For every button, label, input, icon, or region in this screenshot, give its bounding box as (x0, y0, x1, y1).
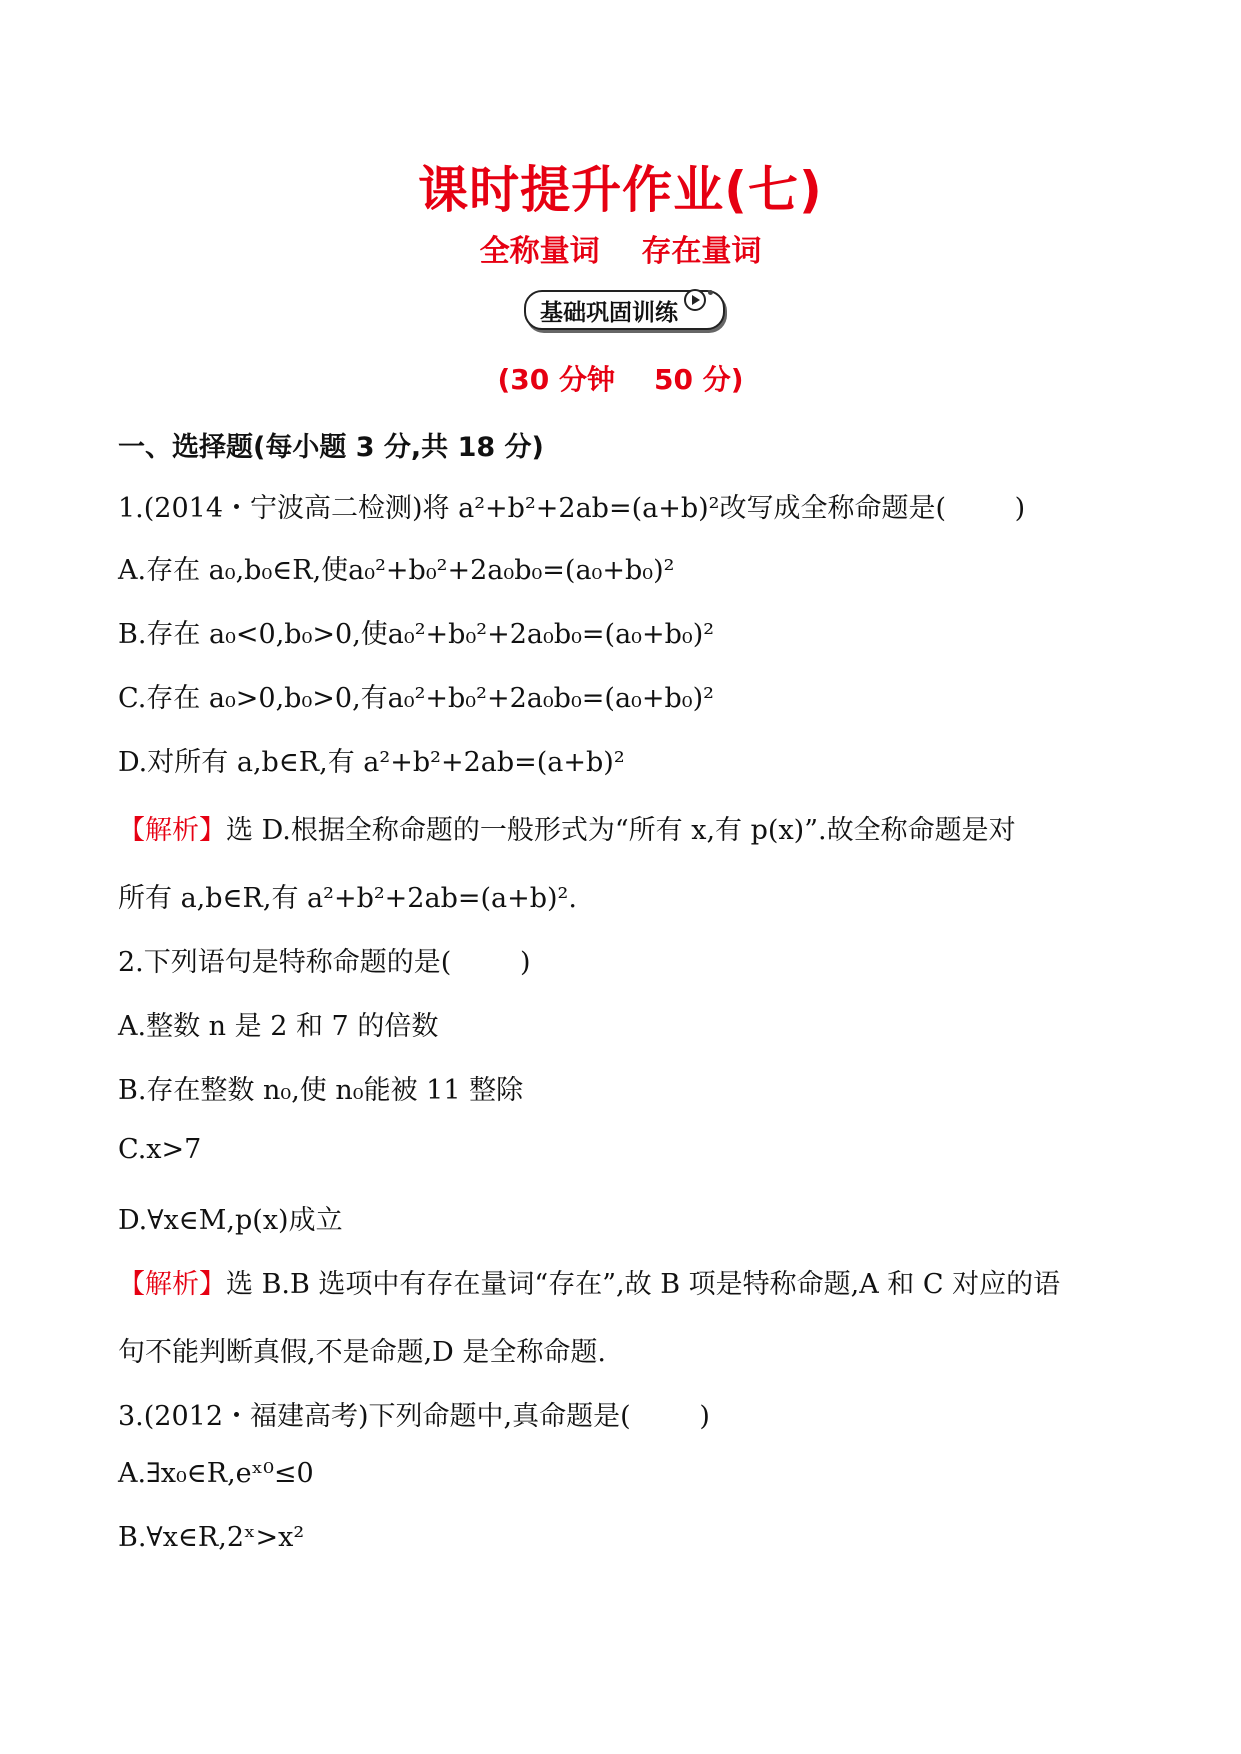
question-2-option-c: C.x>7 (118, 1134, 202, 1165)
question-1-stem: 1.(2014・宁波高二检测)将 a²+b²+2ab=(a+b)²改写成全称命题是( ) (118, 493, 1026, 524)
question-3-option-b: B.∀x∈R,2ˣ>x² (118, 1522, 305, 1553)
question-2-option-d: D.∀x∈M,p(x)成立 (118, 1205, 343, 1236)
question-2-option-b: B.存在整数 n₀,使 n₀能被 11 整除 (118, 1075, 524, 1106)
time-limit: (30 分钟 50 分) (497, 363, 744, 396)
question-2-analysis-cont: 句不能判断真假,不是命题,D 是全称命题. (118, 1337, 606, 1368)
question-3-stem: 3.(2012・福建高考)下列命题中,真命题是( ) (118, 1401, 710, 1432)
question-2-stem: 2.下列语句是特称命题的是( ) (118, 947, 531, 978)
analysis-text: 选 B.B 选项中有存在量词“存在”,故 B 项是特称命题,A 和 C 对应的语 (226, 1269, 1061, 1300)
badge-label: 基础巩固训练 (540, 299, 678, 326)
play-icon (684, 289, 706, 311)
question-1-analysis-cont: 所有 a,b∈R,有 a²+b²+2ab=(a+b)². (118, 883, 577, 914)
analysis-text: 选 D.根据全称命题的一般形式为“所有 x,有 p(x)”.故全称命题是对 (226, 815, 1016, 846)
question-1-option-c: C.存在 a₀>0,b₀>0,有a₀²+b₀²+2a₀b₀=(a₀+b₀)² (118, 683, 714, 714)
dot-icon (708, 290, 713, 295)
page-subtitle: 全称量词 存在量词 (479, 234, 762, 269)
section-heading: 一、选择题(每小题 3 分,共 18 分) (118, 432, 544, 463)
question-2-analysis (118, 1262, 1060, 1301)
question-1-option-d: D.对所有 a,b∈R,有 a²+b²+2ab=(a+b)² (118, 747, 625, 778)
question-2-option-a: A.整数 n 是 2 和 7 的倍数 (118, 1011, 439, 1042)
question-3-option-a: A.∃x₀∈R,eˣ⁰≤0 (118, 1458, 314, 1489)
analysis-label: 【解析】 (118, 815, 226, 846)
page-title: 课时提升作业(七) (418, 161, 823, 219)
section-badge (524, 290, 725, 330)
question-1-option-b: B.存在 a₀<0,b₀>0,使a₀²+b₀²+2a₀b₀=(a₀+b₀)² (118, 619, 715, 650)
question-1-analysis (118, 808, 1016, 847)
question-1-option-a: A.存在 a₀,b₀∈R,使a₀²+b₀²+2a₀b₀=(a₀+b₀)² (118, 555, 675, 586)
analysis-label: 【解析】 (118, 1269, 226, 1300)
